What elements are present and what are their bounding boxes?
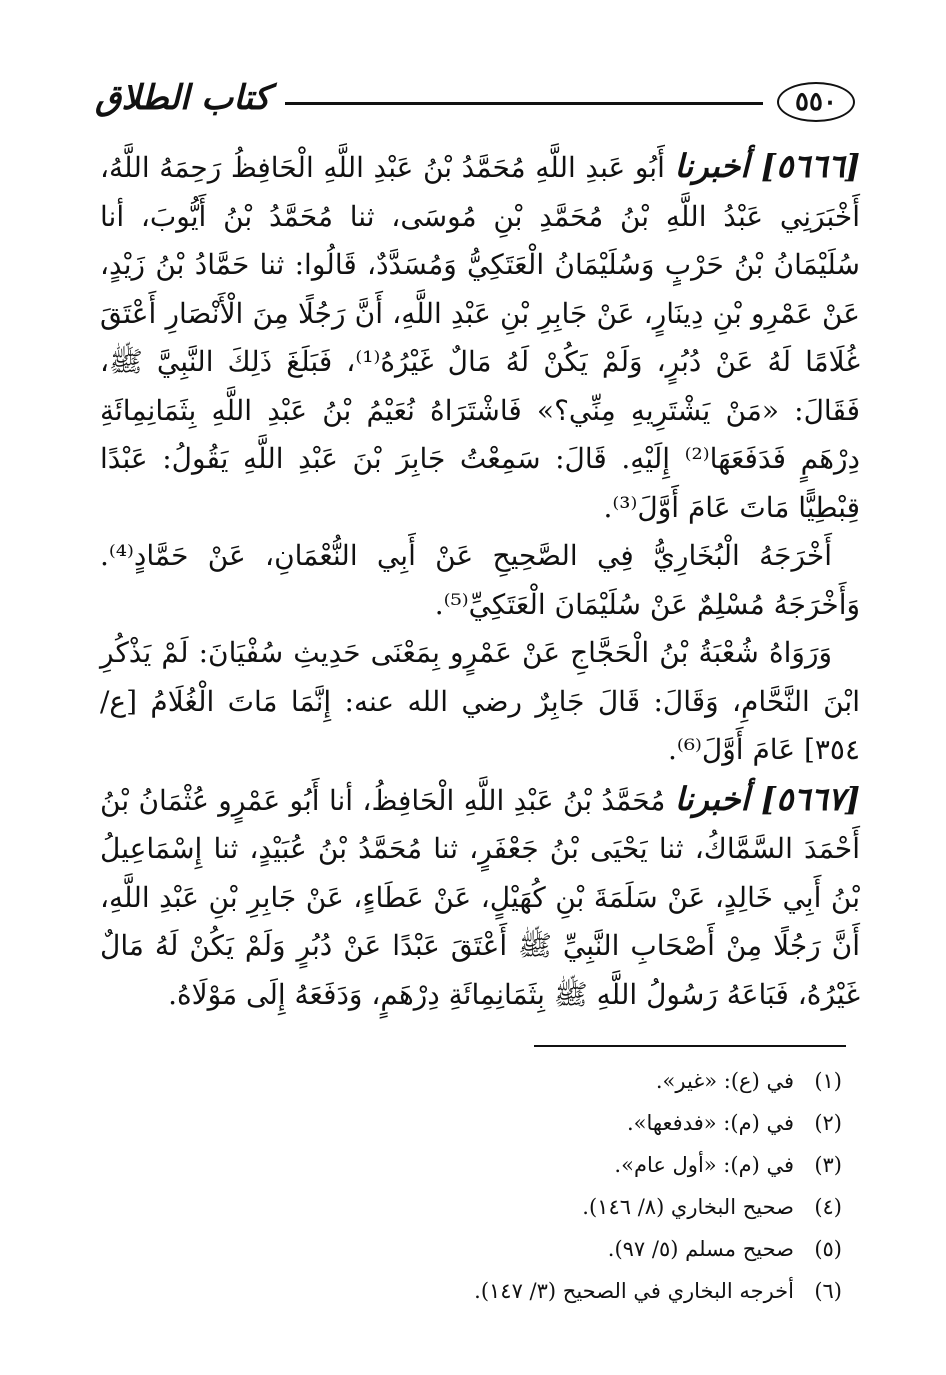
footnote-number: (٦) xyxy=(814,1279,842,1303)
hadith-lead: [٥٦٦٦] أخبرنا xyxy=(674,147,860,185)
paragraph-text: أَخْرَجَهُ الْبُخَارِيُّ فِي الصَّحِيحِ عَنْ أَبِي النُّعْمَانِ، عَنْ حَمَّادٍ⁽⁴⁾. وَأَخْرَجَهُ مُسْلِمٌ عَنْ سُلَيْمَانَ الْعَتَكِيِّ⁽⁵⁾. xyxy=(100,539,860,621)
paragraph-text: وَرَوَاهُ شُعْبَةُ بْنُ الْحَجَّاجِ عَنْ عَمْرٍو بِمَعْنَى حَدِيثِ سُفْيَانَ: لَمْ يَذْكُرِ ابْنَ النَّحَّامِ، وَقَالَ: قَالَ جَابِرٌ رضي الله عنه: إِنَّمَا مَاتَ الْغُلَامُ [ع/ ٣٥٤] عَامَ أَوَّلَ⁽⁶⁾. xyxy=(100,636,860,766)
footnote-text: صحيح مسلم (٥/ ٩٧). xyxy=(607,1237,794,1261)
paragraph-text: مُحَمَّدُ بْنُ عَبْدِ اللَّهِ الْحَافِظُ، أنا أَبُو عَمْرٍو عُثْمَانُ بْنُ أَحْمَدَ السَّمَّاكُ، ثنا يَحْيَى بْنُ جَعْفَرٍ، ثنا مُحَمَّدُ بْنُ عُبَيْدٍ، ثنا إِسْمَاعِيلُ بْنُ أَبِي خَالِدٍ، عَنْ سَلَمَةَ بْنِ كُهَيْلٍ، عَنْ عَطَاءٍ، عَنْ جَابِرِ بْنِ عَبْدِ اللَّهِ، أَنَّ رَجُلًا مِنْ أَصْحَابِ النَّبِيِّ ﷺ أَعْتَقَ عَبْدًا عَنْ دُبُرٍ وَلَمْ يَكُنْ لَهُ مَالٌ غَيْرُهُ، فَبَاعَهُ رَسُولُ اللَّهِ ﷺ بِثَمَانِمِائَةِ دِرْهَمٍ، وَدَفَعَهُ إِلَى مَوْلَاهُ. xyxy=(100,783,860,1011)
main-text xyxy=(100,142,860,1019)
hadith-paragraph xyxy=(100,775,860,1020)
footnote-number: (٤) xyxy=(814,1195,842,1219)
footnote-item xyxy=(142,1270,842,1312)
footnote-text: في (م): «أول عام». xyxy=(614,1153,794,1177)
commentary-paragraph xyxy=(100,532,860,629)
footnote-text: في (م): «فدفعها». xyxy=(626,1111,794,1135)
footnote-text: صحيح البخاري (٨/ ١٤٦). xyxy=(582,1195,794,1219)
hadith-paragraph xyxy=(100,142,860,532)
footnote-item xyxy=(142,1228,842,1270)
footnote-number: (١) xyxy=(814,1069,842,1093)
page-number-badge xyxy=(777,82,855,122)
footnote-item xyxy=(142,1102,842,1144)
footnote-number: (٣) xyxy=(814,1153,842,1177)
paragraph-text: أَبُو عَبدِ اللَّهِ مُحَمَّدُ بْنُ عَبْدِ اللَّهِ الْحَافِظُ رَحِمَهُ اللَّهُ، أَخْبَرَنِي عَبْدُ اللَّهِ بْنُ مُحَمَّدِ بْنِ مُوسَى، ثنا مُحَمَّدُ بْنُ أَيُّوبَ، أنا سُلَيْمَانُ بْنُ حَرْبٍ وَسُلَيْمَانُ الْعَتَكِيُّ وَمُسَدَّدٌ، قَالُوا: ثنا حَمَّادُ بْنُ زَيْدٍ، عَنْ عَمْرِو بْنِ دِينَارٍ، عَنْ جَابِرِ بْنِ عَبْدِ اللَّهِ، أَنَّ رَجُلًا مِنَ الْأَنْصَارِ أَعْتَقَ غُلَامًا لَهُ عَنْ دُبُرٍ، وَلَمْ يَكُنْ لَهُ مَالٌ غَيْرُهُ⁽¹⁾، فَبَلَغَ ذَلِكَ النَّبِيَّ ﷺ، فَقَالَ: «مَنْ يَشْتَرِيهِ مِنِّي؟» فَاشْتَرَاهُ نُعَيْمُ بْنُ عَبْدِ اللَّهِ بِثَمَانِمِائَةِ دِرْهَمٍ فَدَفَعَهَا⁽²⁾ إِلَيْهِ. قَالَ: سَمِعْتُ جَابِرَ بْنَ عَبْدِ اللَّهِ يَقُولُ: عَبْدًا قِبْطِيًّا مَاتَ عَامَ أَوَّلَ⁽³⁾. xyxy=(100,151,861,524)
footnote-number: (٥) xyxy=(814,1237,842,1261)
footnote-text: أخرجه البخاري في الصحيح (٣/ ١٤٧). xyxy=(474,1279,794,1303)
commentary-paragraph xyxy=(100,629,860,775)
footnote-number: (٢) xyxy=(814,1111,842,1135)
footnotes-list xyxy=(142,1060,842,1312)
page-header xyxy=(95,78,855,128)
hadith-lead: [٥٦٦٧] أخبرنا xyxy=(674,779,861,818)
book-title: كتاب الطلاق xyxy=(95,78,271,118)
footnote-item xyxy=(142,1144,842,1186)
footnote-divider xyxy=(534,1045,846,1047)
page-number: ٥٥٠ xyxy=(795,87,837,117)
footnote-item xyxy=(142,1060,842,1102)
header-divider xyxy=(285,102,763,105)
footnote-item xyxy=(142,1186,842,1228)
footnote-text: في (ع): «غير». xyxy=(655,1069,794,1093)
